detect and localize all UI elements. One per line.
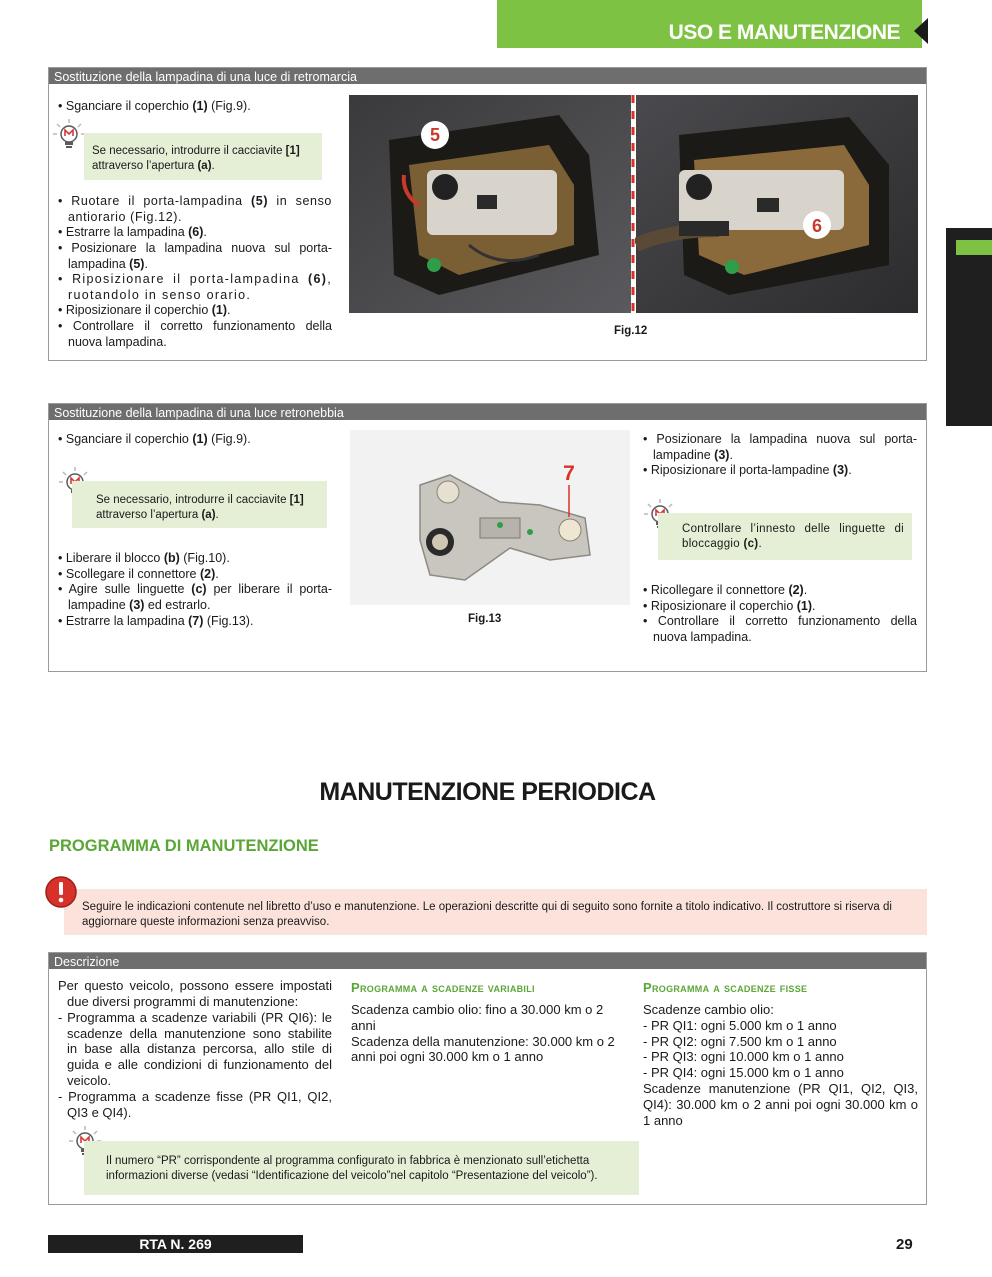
intro-text: Per questo veicolo, possono essere impostati due diversi programmi di manutenzione: (58, 978, 332, 1009)
fig12-photo (349, 95, 918, 313)
fig13-photo (350, 430, 630, 605)
section1-step-1 (58, 99, 338, 115)
description-col-1 (58, 978, 332, 1121)
fig12-caption: Fig.12 (614, 325, 648, 337)
text-line: - PR QI3: ogni 10.000 km o 1 anno (643, 1049, 844, 1065)
list-item: • Ruotare il porta-lampadina (5) in senso antiorario (Fig.12). (58, 194, 332, 225)
side-thumb-marker (956, 240, 992, 255)
section2-steps (58, 551, 332, 629)
description-col-2 (351, 980, 626, 1065)
list-item: • Riposizionare il porta-lampadine (3). (643, 463, 917, 479)
list-item: • Estrarre la lampadina (6). (58, 225, 332, 241)
list-item: • Riposizionare il coperchio (1). (58, 303, 332, 319)
section-header-tab (497, 0, 922, 48)
section-bar: Sostituzione della lampadina di una luce di retromarcia (49, 68, 926, 84)
list-item: • Sganciare il coperchio (1) (Fig.9). (58, 99, 338, 115)
list-item: • Liberare il blocco (b) (Fig.10). (58, 551, 332, 567)
text-line: Scadenze manutenzione (PR QI1, QI2, QI3, QI4): 30.000 km o 2 anni poi ogni 30.000 km o 1 anno (643, 1081, 918, 1128)
list-item: • Riposizionare il coperchio (1). (643, 599, 917, 615)
text-line: - PR QI4: ogni 15.000 km o 1 anno (643, 1065, 844, 1081)
tip-note: Se necessario, introdurre il cacciavite [1] attraverso l’apertura (a). (84, 133, 322, 180)
section2-step-1 (58, 432, 338, 448)
list-item: • Estrarre la lampadina (7) (Fig.13). (58, 614, 332, 630)
warning-icon (44, 875, 78, 909)
list-item: • Sganciare il coperchio (1) (Fig.9). (58, 432, 338, 448)
list-item: • Posizionare la lampadina nuova sul porta-lampadine (3). (643, 432, 917, 463)
tip-note: Controllare l’innesto delle linguette di bloccaggio (c). (658, 513, 912, 560)
warning-note: Seguire le indicazioni contenute nel libretto d’uso e manutenzione. Le operazioni descritte qui di seguito sono fornite a titolo indicativo. Il costruttore si riserva di aggiornare queste informazioni senza preavviso. (64, 889, 927, 935)
list-item: • Ricollegare il connettore (2). (643, 583, 917, 599)
text-line: - PR QI2: ogni 7.500 km o 1 anno (643, 1033, 837, 1049)
section1-steps (58, 194, 332, 350)
side-thumb-tab (946, 228, 992, 426)
list-item: - Programma a scadenze variabili (PR QI6): le scadenze della manutenzione sono stabilite in base alla distanza percorsa, allo stile di guida e alle condizioni di funzionamento del veicolo. (58, 1009, 332, 1089)
description-col-3 (643, 980, 918, 1129)
tip-note: Il numero “PR” corrispondente al programma configurato in fabbrica è menzionato sull’etichetta informazioni diverse (vedasi “Identificazione del veicolo”nel capitolo “Presentazione del veicolo”). (84, 1141, 639, 1195)
list-item: • Controllare il corretto funzionamento della nuova lampadina. (643, 614, 917, 645)
section2-right-steps-bottom (643, 583, 917, 646)
text-line: Scadenze cambio olio: (643, 1001, 774, 1017)
header-arrow-icon (914, 18, 928, 44)
list-item: - Programma a scadenze fisse (PR QI1, QI2, QI3 e QI4). (58, 1089, 332, 1120)
list-item: • Scollegare il connettore (2). (58, 567, 332, 583)
lightbulb-icon (52, 118, 86, 152)
callout-6: 6 (811, 216, 823, 236)
oil-change-text: Scadenza cambio olio: fino a 30.000 km o 2 anni (351, 1001, 604, 1033)
section-bar: Descrizione (49, 953, 926, 969)
page-title: MANUTENZIONE PERIODICA (319, 778, 656, 806)
callout-7: 7 (563, 462, 575, 485)
column-title: Programma a scadenze fisse (643, 980, 808, 995)
list-item: • Posizionare la lampadina nuova sul porta-lampadina (5). (58, 241, 332, 272)
column-title: Programma a scadenze variabili (351, 980, 535, 995)
list-item: • Controllare il corretto funzionamento della nuova lampadina. (58, 319, 332, 350)
section2-right-steps-top (643, 432, 917, 479)
section-bar: Sostituzione della lampadina di una luce retronebbia (49, 404, 926, 420)
footer-label: RTA N. 269 (48, 1235, 303, 1253)
section-subtitle: PROGRAMMA DI MANUTENZIONE (49, 837, 319, 855)
text-line: - PR QI1: ogni 5.000 km o 1 anno (643, 1017, 837, 1033)
fig13-caption: Fig.13 (468, 613, 502, 625)
list-item: • Riposizionare il porta-lampadina (6), ruotandolo in senso orario. (58, 272, 332, 303)
service-text: Scadenza della manutenzione: 30.000 km o 2 anni poi ogni 30.000 km o 1 anno (351, 1033, 615, 1065)
callout-5: 5 (429, 125, 441, 145)
tip-note: Se necessario, introdurre il cacciavite [1] attraverso l’apertura (a). (72, 481, 327, 528)
page-number: 29 (896, 1236, 913, 1253)
section-header-title: USO E MANUTENZIONE (668, 21, 900, 44)
list-item: • Agire sulle linguette (c) per liberare il porta-lampadine (3) ed estrarlo. (58, 582, 332, 613)
